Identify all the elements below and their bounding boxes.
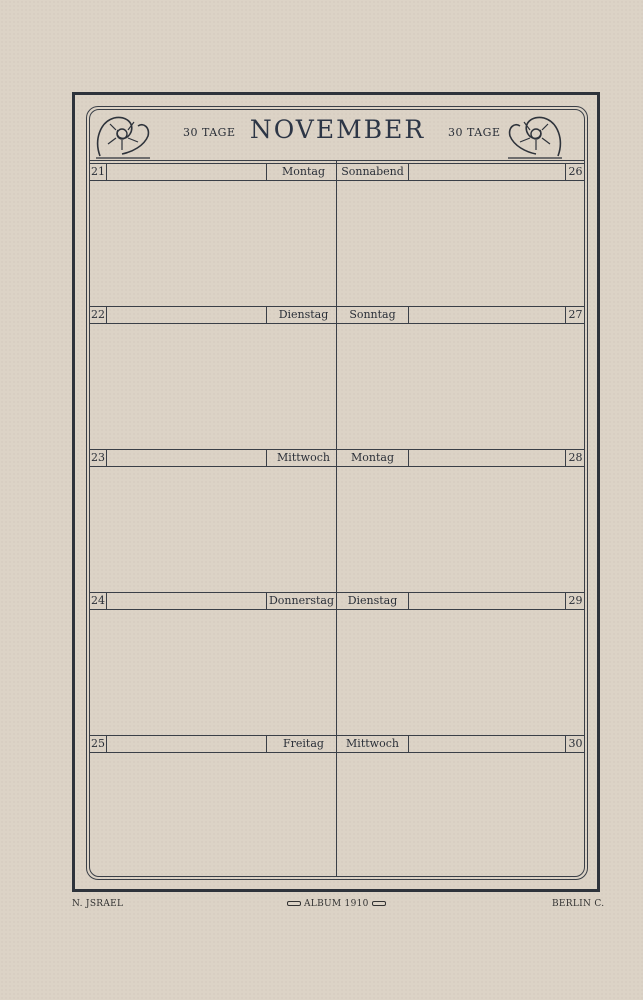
day-header-bar [89,592,336,610]
day-number: 25 [91,737,105,750]
days-count-right: 30 TAGE [448,126,501,139]
day-number: 27 [565,307,585,323]
weekday-label: Dienstag [266,307,336,323]
day-number: 21 [91,165,105,178]
day-number: 28 [565,450,585,466]
day-header-bar [89,306,336,324]
day-number: 29 [565,593,585,609]
floral-ornament-icon [506,110,566,160]
day-header-bar [337,592,585,610]
weekday-label: Montag [266,164,336,180]
weekday-label: Mittwoch [337,736,409,752]
weekday-label: Dienstag [337,593,409,609]
dash-ornament-icon [287,901,301,906]
dash-ornament-icon [372,901,386,906]
publisher-name: N. JSRAEL [72,899,124,909]
day-header-bar [89,163,336,181]
weekday-label: Montag [337,450,409,466]
day-number: 30 [565,736,585,752]
day-header-bar [89,735,336,753]
weekday-label: Donnerstag [266,593,336,609]
day-number: 22 [91,308,105,321]
column-divider [336,161,337,877]
weekday-label: Sonntag [337,307,409,323]
days-count-left: 30 TAGE [183,126,236,139]
blank-field [107,593,286,609]
weekday-label: Sonnabend [337,164,409,180]
day-header-bar [89,449,336,467]
day-number: 24 [91,594,105,607]
blank-field [107,164,286,180]
day-header-bar [337,449,585,467]
page-inner-frame-double [89,109,585,877]
header-divider [89,160,585,161]
blank-field [107,450,286,466]
weekday-label: Mittwoch [266,450,336,466]
day-number: 26 [565,164,585,180]
album-label: ALBUM 1910 [304,899,369,909]
floral-ornament-icon [92,110,152,160]
day-header-bar [337,735,585,753]
day-header-bar [337,163,585,181]
publisher-city: BERLIN C. [552,899,605,909]
page-title: NOVEMBER [249,115,426,144]
day-number: 23 [91,451,105,464]
weekday-label: Freitag [266,736,336,752]
album-title [284,899,389,909]
blank-field [107,307,286,323]
day-header-bar [337,306,585,324]
blank-field [107,736,286,752]
